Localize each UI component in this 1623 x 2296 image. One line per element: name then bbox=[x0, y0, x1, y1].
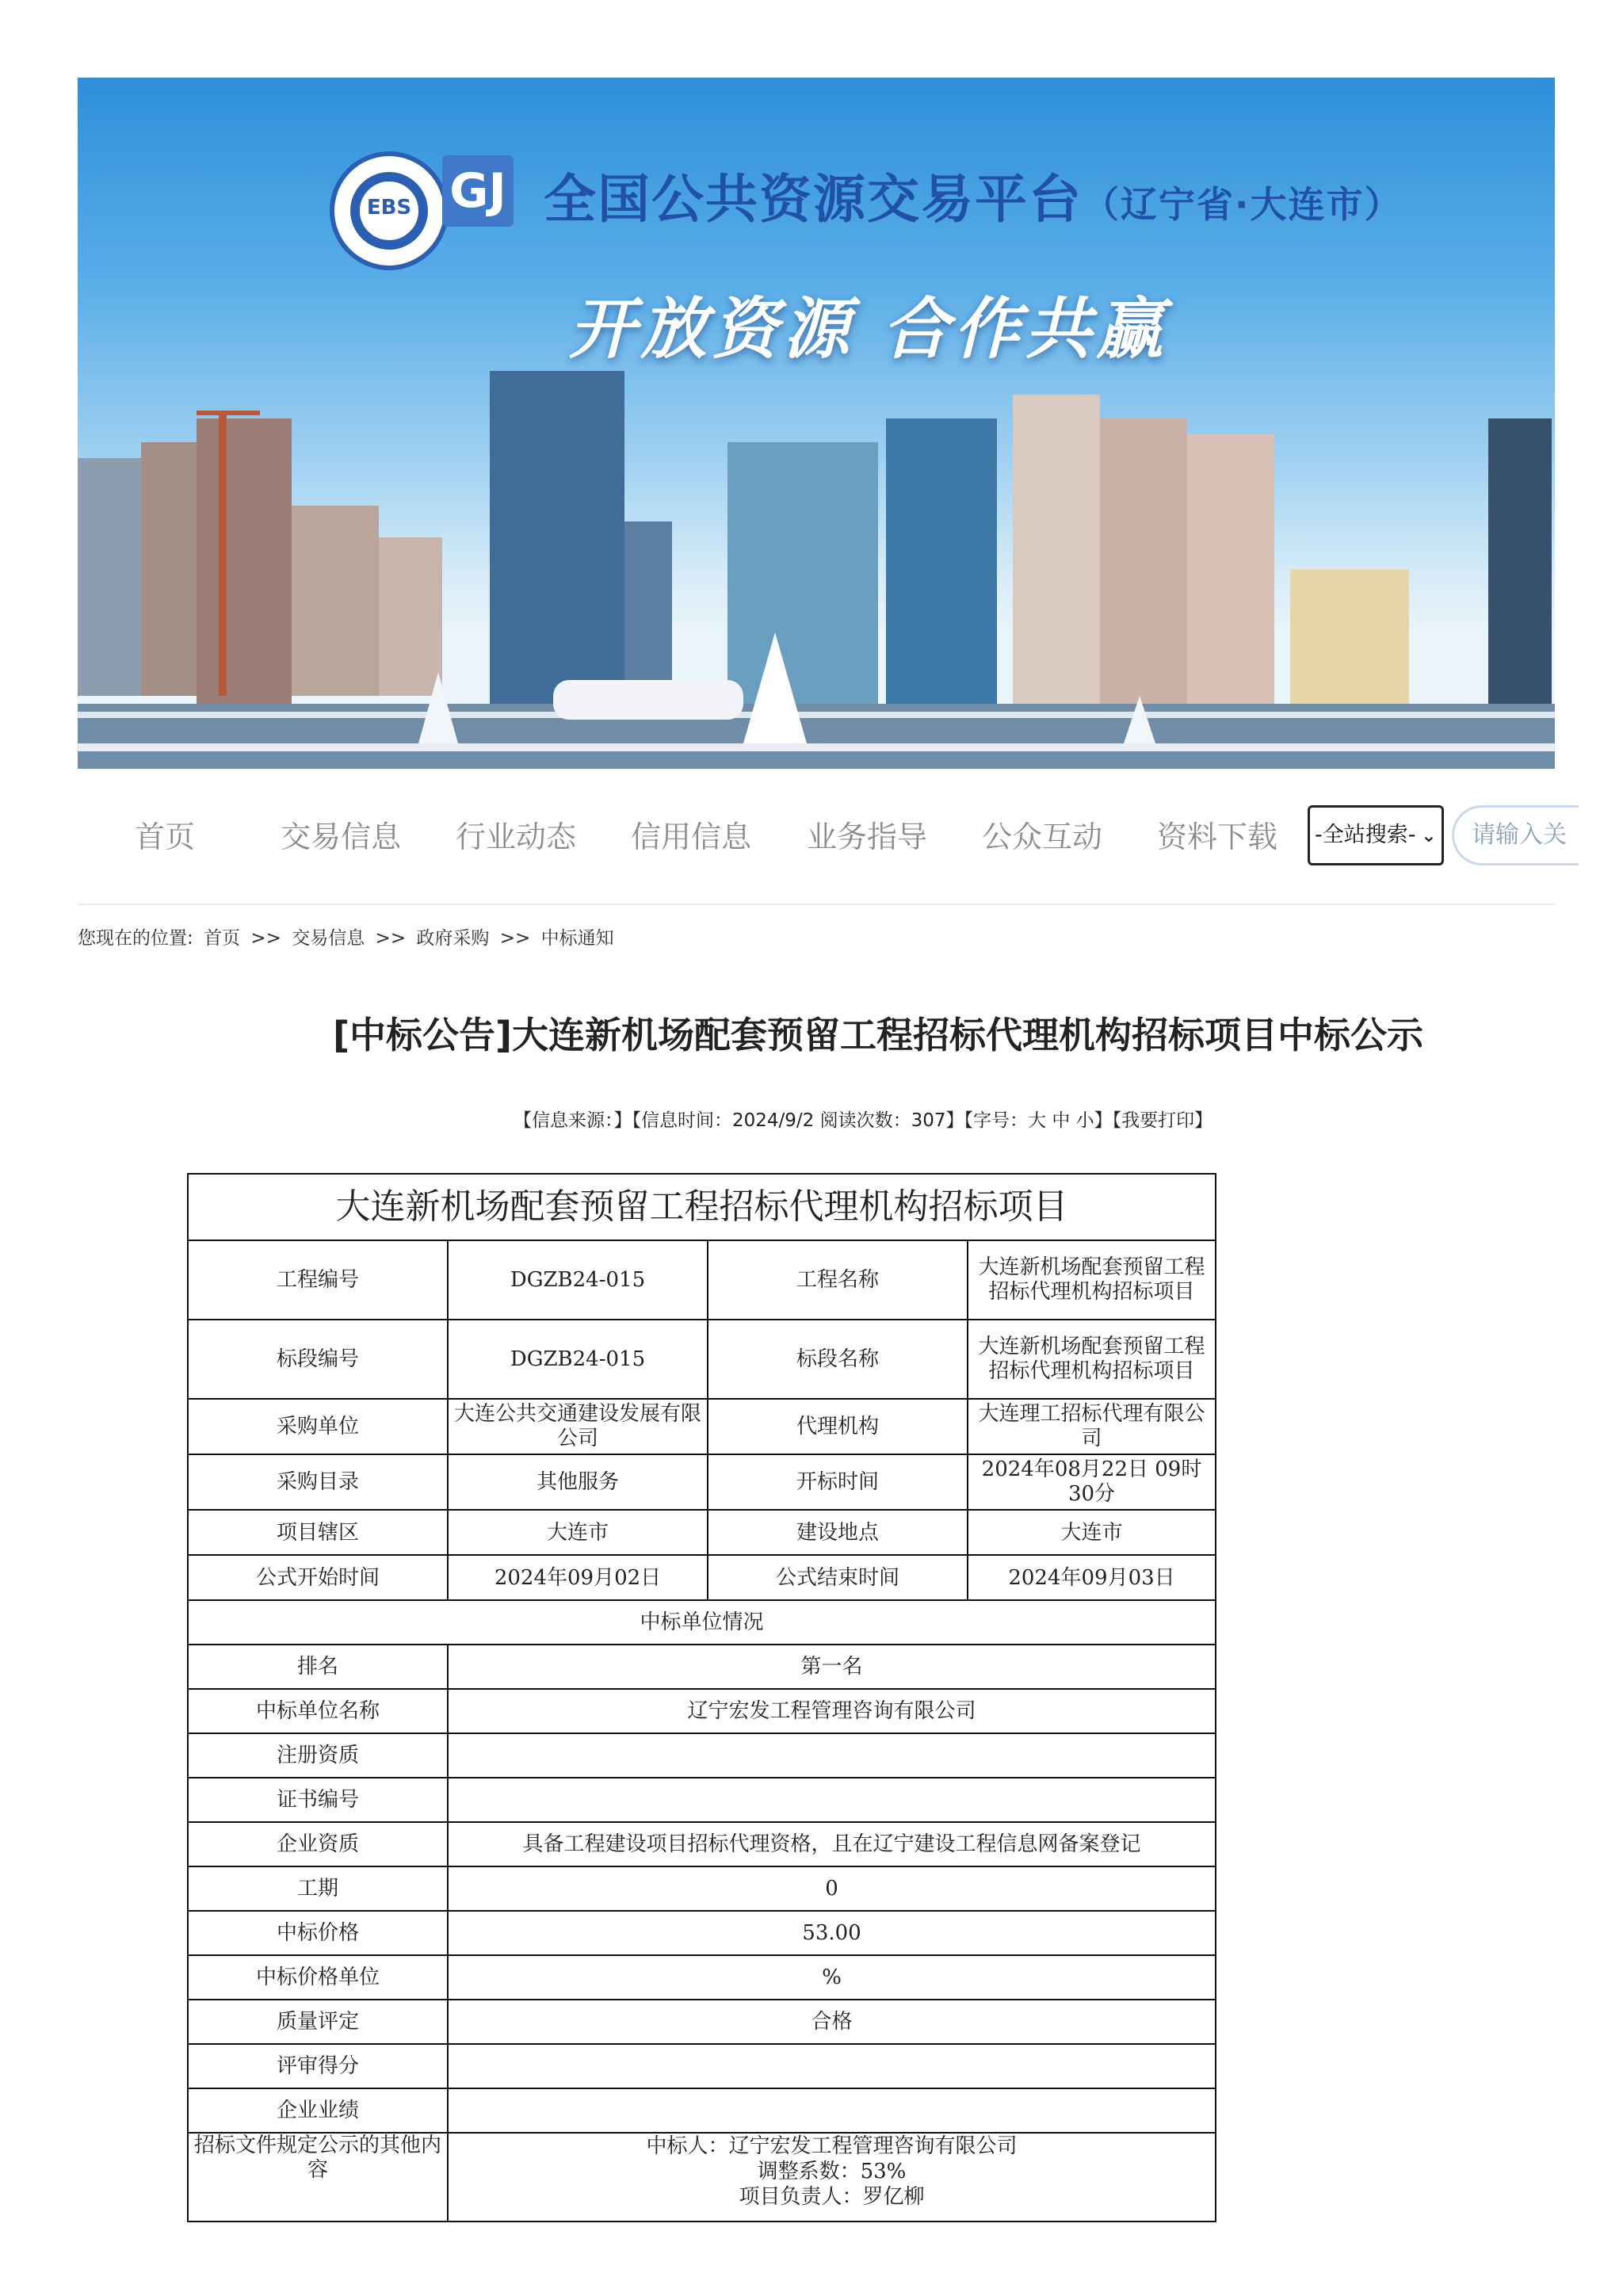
table-label: 采购目录 bbox=[188, 1454, 448, 1510]
nav-trade-info[interactable]: 交易信息 bbox=[281, 819, 402, 854]
table-value: 具备工程建设项目招标代理资格，且在辽宁建设工程信息网备案登记 bbox=[448, 1822, 1216, 1866]
ebs-logo-text: EBS bbox=[366, 196, 412, 220]
main-nav bbox=[78, 793, 1567, 905]
table-label: 企业业绩 bbox=[188, 2088, 448, 2133]
nav-public-interaction[interactable]: 公众互动 bbox=[982, 819, 1103, 854]
table-value: % bbox=[448, 1955, 1216, 2000]
table-label: 中标价格 bbox=[188, 1911, 448, 1955]
table-value: 第一名 bbox=[448, 1645, 1216, 1689]
table-label: 建设地点 bbox=[708, 1510, 968, 1555]
other-line: 调整系数：53% bbox=[757, 2160, 907, 2183]
breadcrumb-gov-procurement[interactable]: 政府采购 bbox=[416, 928, 490, 949]
section-header: 中标单位情况 bbox=[188, 1600, 1216, 1645]
table-value: 大连新机场配套预留工程招标代理机构招标项目 bbox=[968, 1240, 1216, 1320]
table-value: 53.00 bbox=[448, 1911, 1216, 1955]
breadcrumb-trade-info[interactable]: 交易信息 bbox=[292, 928, 365, 949]
table-label: 公式开始时间 bbox=[188, 1555, 448, 1600]
search-scope-value: -全站搜索- bbox=[1315, 823, 1416, 847]
banner-title-main: 全国公共资源交易平台 bbox=[544, 169, 1083, 230]
table-value: 大连公共交通建设发展有限公司 bbox=[448, 1399, 708, 1454]
table-value: 合格 bbox=[448, 2000, 1216, 2044]
table-label: 企业资质 bbox=[188, 1822, 448, 1866]
table-label: 证书编号 bbox=[188, 1778, 448, 1822]
article-title: [中标公告]大连新机场配套预留工程招标代理机构招标项目中标公示 bbox=[333, 1014, 1424, 1056]
table-label: 中标单位名称 bbox=[188, 1689, 448, 1733]
table-label: 代理机构 bbox=[708, 1399, 968, 1454]
table-label: 开标时间 bbox=[708, 1454, 968, 1510]
table-value: DGZB24-015 bbox=[448, 1240, 708, 1320]
table-value: DGZB24-015 bbox=[448, 1320, 708, 1399]
other-line: 中标人：辽宁宏发工程管理咨询有限公司 bbox=[646, 2134, 1018, 2158]
nav-credit-info[interactable]: 信用信息 bbox=[631, 819, 752, 854]
table-value: 大连市 bbox=[968, 1510, 1216, 1555]
article-meta: 【信息来源：】【信息时间：2024/9/2 阅读次数：307】【字号：大 中 小】【我要打印】 bbox=[514, 1110, 1213, 1131]
table-value: 0 bbox=[448, 1866, 1216, 1911]
table-label: 标段编号 bbox=[188, 1320, 448, 1399]
table-label: 标段名称 bbox=[708, 1320, 968, 1399]
nav-home[interactable]: 首页 bbox=[135, 819, 196, 854]
search-scope-select[interactable] bbox=[1308, 805, 1444, 865]
table-label: 招标文件规定公示的其他内容 bbox=[188, 2133, 448, 2222]
table-value bbox=[448, 2088, 1216, 2133]
table-label: 注册资质 bbox=[188, 1733, 448, 1778]
table-value bbox=[448, 2044, 1216, 2088]
table-label: 质量评定 bbox=[188, 2000, 448, 2044]
banner-title-sub: （辽宁省·大连市） bbox=[1083, 183, 1403, 226]
table-label: 工期 bbox=[188, 1866, 448, 1911]
table-label: 工程编号 bbox=[188, 1240, 448, 1320]
table-value: 2024年08月22日 09时30分 bbox=[968, 1454, 1216, 1510]
table-label: 中标价格单位 bbox=[188, 1955, 448, 2000]
table-label: 公式结束时间 bbox=[708, 1555, 968, 1600]
table-value bbox=[448, 1733, 1216, 1778]
other-line: 项目负责人：罗亿柳 bbox=[739, 2185, 925, 2209]
table-label: 采购单位 bbox=[188, 1399, 448, 1454]
search-input[interactable]: 请输入关 bbox=[1452, 805, 1579, 865]
award-table bbox=[187, 1173, 1216, 2222]
breadcrumb-award-notice[interactable]: 中标通知 bbox=[540, 928, 614, 949]
table-label: 评审得分 bbox=[188, 2044, 448, 2088]
breadcrumb-separator: >> bbox=[250, 928, 281, 949]
table-caption: 大连新机场配套预留工程招标代理机构招标项目 bbox=[188, 1174, 1216, 1240]
table-label: 项目辖区 bbox=[188, 1510, 448, 1555]
table-label: 工程名称 bbox=[708, 1240, 968, 1320]
table-value: 其他服务 bbox=[448, 1454, 708, 1510]
breadcrumb-separator: >> bbox=[499, 928, 531, 949]
chevron-down-icon: ⌄ bbox=[1420, 824, 1437, 846]
table-label: 排名 bbox=[188, 1645, 448, 1689]
table-value: 大连市 bbox=[448, 1510, 708, 1555]
other-content bbox=[448, 2133, 1216, 2222]
header-banner bbox=[78, 78, 1555, 769]
table-value: 2024年09月03日 bbox=[968, 1555, 1216, 1600]
table-value: 2024年09月02日 bbox=[448, 1555, 708, 1600]
nav-business-guide[interactable]: 业务指导 bbox=[807, 819, 928, 854]
ebs-logo bbox=[330, 151, 449, 270]
banner-slogan: 开放资源 合作共赢 bbox=[569, 290, 1168, 368]
nav-industry-news[interactable]: 行业动态 bbox=[456, 819, 577, 854]
platform-logo: GJ bbox=[442, 155, 514, 227]
breadcrumb bbox=[78, 923, 619, 949]
breadcrumb-prefix: 您现在的位置: bbox=[78, 928, 193, 949]
nav-downloads[interactable]: 资料下载 bbox=[1157, 819, 1278, 854]
table-value: 辽宁宏发工程管理咨询有限公司 bbox=[448, 1689, 1216, 1733]
table-value: 大连理工招标代理有限公司 bbox=[968, 1399, 1216, 1454]
breadcrumb-home[interactable]: 首页 bbox=[204, 928, 241, 949]
breadcrumb-separator: >> bbox=[375, 928, 407, 949]
table-value: 大连新机场配套预留工程招标代理机构招标项目 bbox=[968, 1320, 1216, 1399]
banner-title bbox=[544, 157, 1402, 232]
table-value bbox=[448, 1778, 1216, 1822]
